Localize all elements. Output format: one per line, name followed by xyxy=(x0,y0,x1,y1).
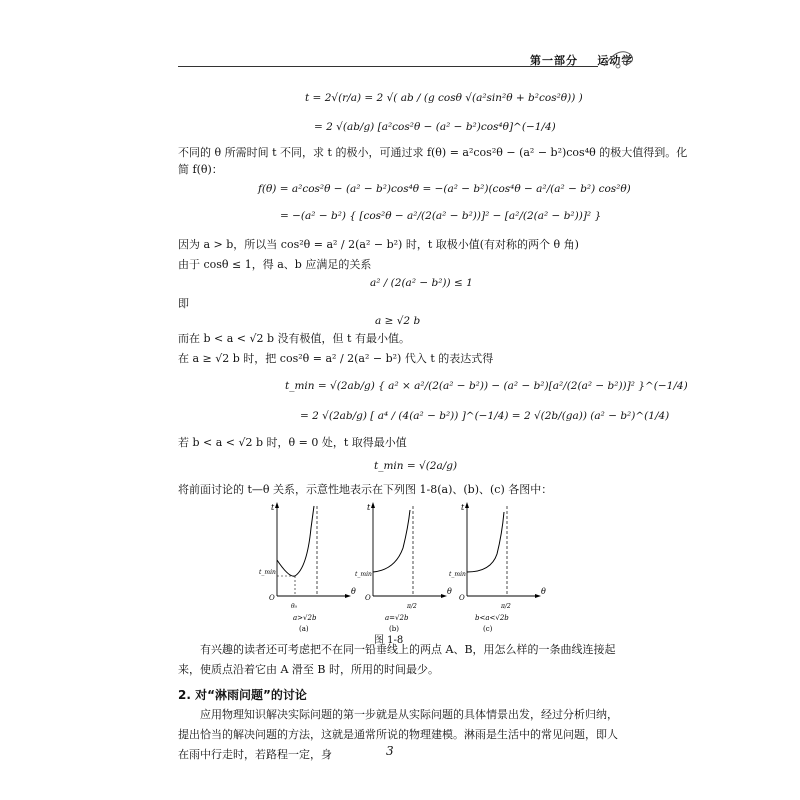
panel-b-tmin: t_min xyxy=(355,571,372,578)
panel-a-cond: a>√2b xyxy=(293,614,317,622)
equation-f-line1: f(θ) = a²cos²θ − (a² − b²)cos⁴θ = −(a² − b²)(cos⁴θ − a²/(a² − b²) cos²θ) xyxy=(258,183,631,195)
inequality-1: a² / (2(a² − b²)) ≤ 1 xyxy=(370,277,473,289)
panel-c-tmin: t_min xyxy=(449,571,466,578)
panel-b-t-label: t xyxy=(367,503,371,512)
panel-b-xtick: π/2 xyxy=(407,603,417,610)
panel-a-theta-label: θ xyxy=(351,587,356,596)
page-number: 3 xyxy=(386,744,394,758)
equation-tmin-line1: t_min = √(2ab/g) { a² × a²/(2(a² − b²)) − (a² − b²)[a²/(2(a² − b²))]² }^(−1/4) xyxy=(285,380,688,392)
paragraph-4: 即 xyxy=(178,297,189,310)
panel-b-cond: a=√2b xyxy=(385,614,409,622)
paragraph-8: 将前面讨论的 t—θ 关系，示意性地表示在下列图 1-8(a)、(b)、(c) 各图中： xyxy=(178,483,553,496)
header-section: 第一部分 xyxy=(530,54,578,67)
paragraph-3: 由于 cosθ ≤ 1，得 a、b 应满足的关系 xyxy=(178,258,372,271)
paragraph-5: 而在 b < a < √2 b 没有极值，但 t 有最小值。 xyxy=(178,332,410,345)
paragraph-1: 不同的 θ 所需时间 t 不同，求 t 的极小，可通过求 f(θ) = a²cos²θ − (a² − b²)cos⁴θ 的极大值得到。化 xyxy=(178,146,688,159)
equation-tmin-line2: = 2 √(2ab/g) [ a⁴ / (4(a² − b²)) ]^(−1/4) = 2 √(2b/(ga)) (a² − b²)^(1/4) xyxy=(300,410,670,422)
panel-a-curve xyxy=(277,506,314,576)
paragraph-6: 在 a ≥ √2 b 时，把 cos²θ = a² / 2(a² − b²) 代入 t 的表达式得 xyxy=(178,352,494,365)
panel-b-curve xyxy=(373,510,410,572)
panel-a-t-label: t xyxy=(271,503,275,512)
panel-a-sub: (a) xyxy=(299,625,309,633)
panel-b-theta-label: θ xyxy=(447,587,452,596)
panel-b xyxy=(355,502,452,633)
panel-c-origin: O xyxy=(459,594,465,602)
equation-t-line1: t = 2√(r/a) = 2 √( ab / (g cosθ √(a²sin²θ + b²cos²θ)) ) xyxy=(305,92,583,104)
panel-c-xtick: π/2 xyxy=(501,603,511,610)
panel-a-xtick: θ₀ xyxy=(291,603,298,610)
panel-a-origin: O xyxy=(269,594,275,602)
header-chapter: 运动学 xyxy=(597,54,634,67)
panel-c-curve xyxy=(467,512,504,572)
panel-b-origin: O xyxy=(365,594,371,602)
header-ornament-icon xyxy=(600,44,640,74)
section-heading-2: 2. 对“淋雨问题”的讨论 xyxy=(178,688,307,702)
paragraph-2: 因为 a > b，所以当 cos²θ = a² / 2(a² − b²) 时，t 取极小值(有对称的两个 θ 角) xyxy=(178,238,579,251)
equation-t-line2: = 2 √(ab/g) [a²cos²θ − (a² − b²)cos⁴θ]^(−1/4) xyxy=(314,121,556,133)
panel-b-sub: (b) xyxy=(389,625,399,633)
panel-c-sub: (c) xyxy=(483,625,493,633)
inequality-2: a ≥ √2 b xyxy=(375,315,421,327)
equation-tmin-2: t_min = √(2a/g) xyxy=(374,460,458,472)
paragraph-9: 有兴趣的读者还可考虑把不在同一铅垂线上的两点 A、B，用怎么样的一条曲线连接起来，使质点沿着它由 A 滑至 B 时，所用的时间最少。 xyxy=(178,643,616,676)
paragraph-10: 应用物理知识解决实际问题的第一步就是从实际问题的具体情景出发，经过分析归纳，提出恰当的解决问题的方法，这就是通常所说的物理建模。淋雨是生活中的常见问题，即人在雨中行走时，若路程一定，身 xyxy=(178,708,618,761)
panel-a xyxy=(259,502,356,633)
figure-caption: 图 1-8 xyxy=(374,635,404,646)
panel-c-cond: b<a<√2b xyxy=(475,614,509,622)
paragraph-1b: 简 f(θ)： xyxy=(178,163,223,176)
equation-f-line2: = −(a² − b²) { [cos²θ − a²/(2(a² − b²))]² − [a²/(2(a² − b²))]² } xyxy=(280,210,602,222)
panel-c-t-label: t xyxy=(461,503,465,512)
panel-c-theta-label: θ xyxy=(541,587,546,596)
paragraph-7: 若 b < a < √2 b 时，θ = 0 处，t 取得最小值 xyxy=(178,436,407,449)
header-rule xyxy=(178,66,598,67)
panel-a-tmin: t_min xyxy=(259,569,276,576)
panel-c xyxy=(449,502,546,633)
figure-1-8 xyxy=(255,498,555,638)
